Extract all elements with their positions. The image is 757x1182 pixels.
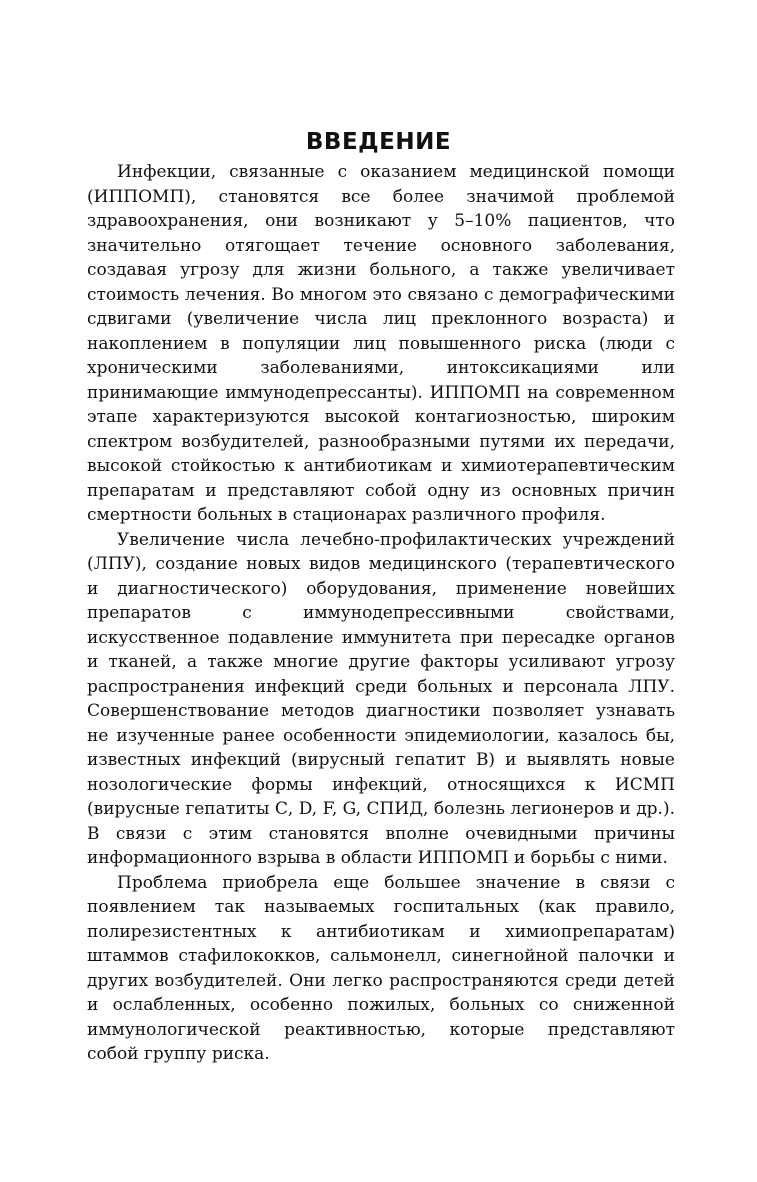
paragraph-3: Проблема приобрела еще большее значение в связи с появлением так называемых госпитальных (как правило, полирезистентных к антибиотикам и химиопрепаратам) штаммов стафилококков, сальмонелл, синегнойной палочки и других возбудителей. Они легко распространяются среди детей и ослабленных, особенно пожилых, больных со сниженной иммунологической реактивностью, которые представляют собой группу риска. — [87, 872, 675, 1064]
body-text — [87, 160, 675, 1067]
page-title: ВВЕДЕНИЕ — [305, 129, 452, 156]
paragraph-1: Инфекции, связанные с оказанием медицинской помощи (ИППОМП), становятся все более значимой проблемой здравоохранения, они возникают у 5–10% пациентов, что значительно отягощает течение основного заболевания, создавая угрозу для жизни больного, а также увеличивает стоимость лечения. Во многом это связано с демографическими сдвигами (увеличение числа лиц преклонного возраста) и накоплением в популяции лиц повышенного риска (люди с хроническими заболеваниями, интоксикациями или принимающие иммунодепрессанты). ИППОМП на современном этапе характеризуются высокой контагиозностью, широким спектром возбудителей, разнообразными путями их передачи, высокой стойкостью к антибиотикам и химиотерапевтическим препаратам и представляют собой одну из основных причин смертности больных в стационарах различного профиля. — [87, 162, 675, 525]
paragraph-2: Увеличение числа лечебно-профилактических учреждений (ЛПУ), создание новых видов медицинского (терапевтического и диагностического) оборудования, применение новейших препаратов с иммунодепрессивными свойствами, искусственное подавление иммунитета при пересадке органов и тканей, а также многие другие факторы усиливают угрозу распространения инфекций среди больных и персонала ЛПУ. Совершенствование методов диагностики позволяет узнавать не изученные ранее особенности эпидемиологии, казалось бы, известных инфекций (вирусный гепатит В) и выявлять новые нозологические формы инфекций, относящихся к ИСМП (вирусные гепатиты С, D, F, G, СПИД, болезнь легионеров и др.). В связи с этим становятся вполне очевидными причины информационного взрыва в области ИППОМП и борьбы с ними. — [87, 529, 675, 868]
